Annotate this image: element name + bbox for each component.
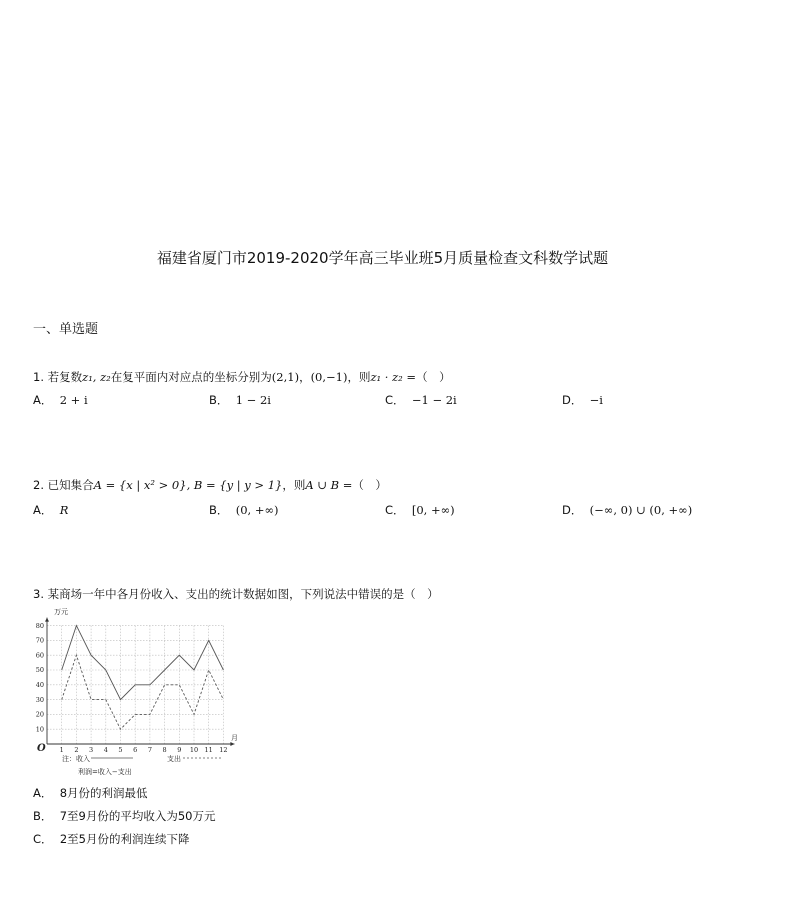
page-title: 福建省厦门市2019-2020学年高三毕业班5月质量检查文科数学试题 xyxy=(156,249,609,267)
income-line xyxy=(62,626,224,700)
question-text: 若复数 xyxy=(47,370,83,384)
x-tick-label: 11 xyxy=(204,746,213,754)
math-vars: z₁, z₂ xyxy=(82,370,111,384)
math-set-a: A = {x | x² > 0} xyxy=(93,478,187,492)
x-tick-label: 8 xyxy=(162,746,167,754)
x-tick-label: 12 xyxy=(219,746,228,754)
question-text: 在复平面内对应点的坐标分别为 xyxy=(110,370,272,384)
option-a[interactable]: A． 8月份的利润最低 xyxy=(33,786,148,800)
x-tick-label: 3 xyxy=(89,746,94,754)
x-tick-label: 6 xyxy=(133,746,138,754)
legend-expense: 支出 xyxy=(167,755,181,763)
question-number: 2. xyxy=(33,478,44,492)
question-3-stem xyxy=(33,586,439,602)
question-text: ，则 xyxy=(282,478,306,492)
question-1-stem xyxy=(33,369,451,385)
chart-series xyxy=(62,626,224,730)
question-number: 1. xyxy=(33,370,44,384)
section-heading: 一、单选题 xyxy=(33,322,99,337)
x-axis-label: 月 xyxy=(231,734,238,742)
y-tick-label: 80 xyxy=(35,621,44,630)
option-d[interactable]: D． (−∞, 0) ∪ (0, +∞) xyxy=(562,503,693,517)
option-b[interactable]: B． 1 − 2i xyxy=(209,393,271,407)
answer-paren: （ ） xyxy=(352,478,387,492)
y-tick-label: 10 xyxy=(35,725,44,734)
y-tick-label: 60 xyxy=(35,651,44,660)
y-tick-label: 30 xyxy=(35,695,44,704)
x-axis-arrow xyxy=(230,742,234,746)
answer-paren: （ ） xyxy=(416,370,451,384)
y-tick-label: 70 xyxy=(35,636,44,645)
chart-axes xyxy=(45,618,234,746)
math-point: (0,−1) xyxy=(310,370,348,384)
option-a[interactable]: A． R xyxy=(33,503,69,517)
expense-line xyxy=(62,655,224,729)
math-expression: A ∪ B = xyxy=(305,478,353,492)
option-c[interactable]: C． 2至5月份的利润连续下降 xyxy=(33,832,190,846)
y-axis-label: 万元 xyxy=(54,608,68,616)
legend-profit: 利润=收入−支出 xyxy=(78,768,132,776)
question-2-stem xyxy=(33,477,387,493)
legend-income: 注：收入 xyxy=(62,755,90,763)
origin-label: O xyxy=(37,743,46,754)
question-text: 某商场一年中各月份收入、支出的统计数据如图，下列说法中错误的是（ ） xyxy=(47,587,439,601)
option-b[interactable]: B． (0, +∞) xyxy=(209,503,279,517)
separator: ， xyxy=(299,370,311,384)
x-tick-label: 2 xyxy=(74,746,79,754)
y-tick-label: 50 xyxy=(35,666,44,675)
math-point: (2,1) xyxy=(271,370,300,384)
question-number: 3. xyxy=(33,587,44,601)
x-tick-label: 9 xyxy=(177,746,182,754)
math-set-b: , B = {y | y > 1} xyxy=(186,478,283,492)
option-d[interactable]: D． −i xyxy=(562,393,603,407)
y-tick-label: 20 xyxy=(35,710,44,719)
question-text: ，则 xyxy=(347,370,371,384)
y-axis-arrow xyxy=(45,618,49,622)
y-tick-label: 40 xyxy=(35,681,44,689)
option-c[interactable]: C． −1 − 2i xyxy=(385,393,457,407)
option-a[interactable]: A． 2 + i xyxy=(33,393,88,407)
option-b[interactable]: B． 7至9月份的平均收入为50万元 xyxy=(33,809,216,823)
x-tick-label: 7 xyxy=(147,746,152,754)
question-text: 已知集合 xyxy=(47,478,94,492)
x-tick-label: 1 xyxy=(59,746,64,754)
math-expression: z₁ · z₂ = xyxy=(370,370,417,384)
income-expense-chart xyxy=(33,606,248,778)
option-c[interactable]: C． [0, +∞) xyxy=(385,503,455,517)
x-tick-label: 4 xyxy=(103,746,108,754)
x-tick-label: 5 xyxy=(118,746,123,754)
x-tick-label: 10 xyxy=(189,746,199,754)
